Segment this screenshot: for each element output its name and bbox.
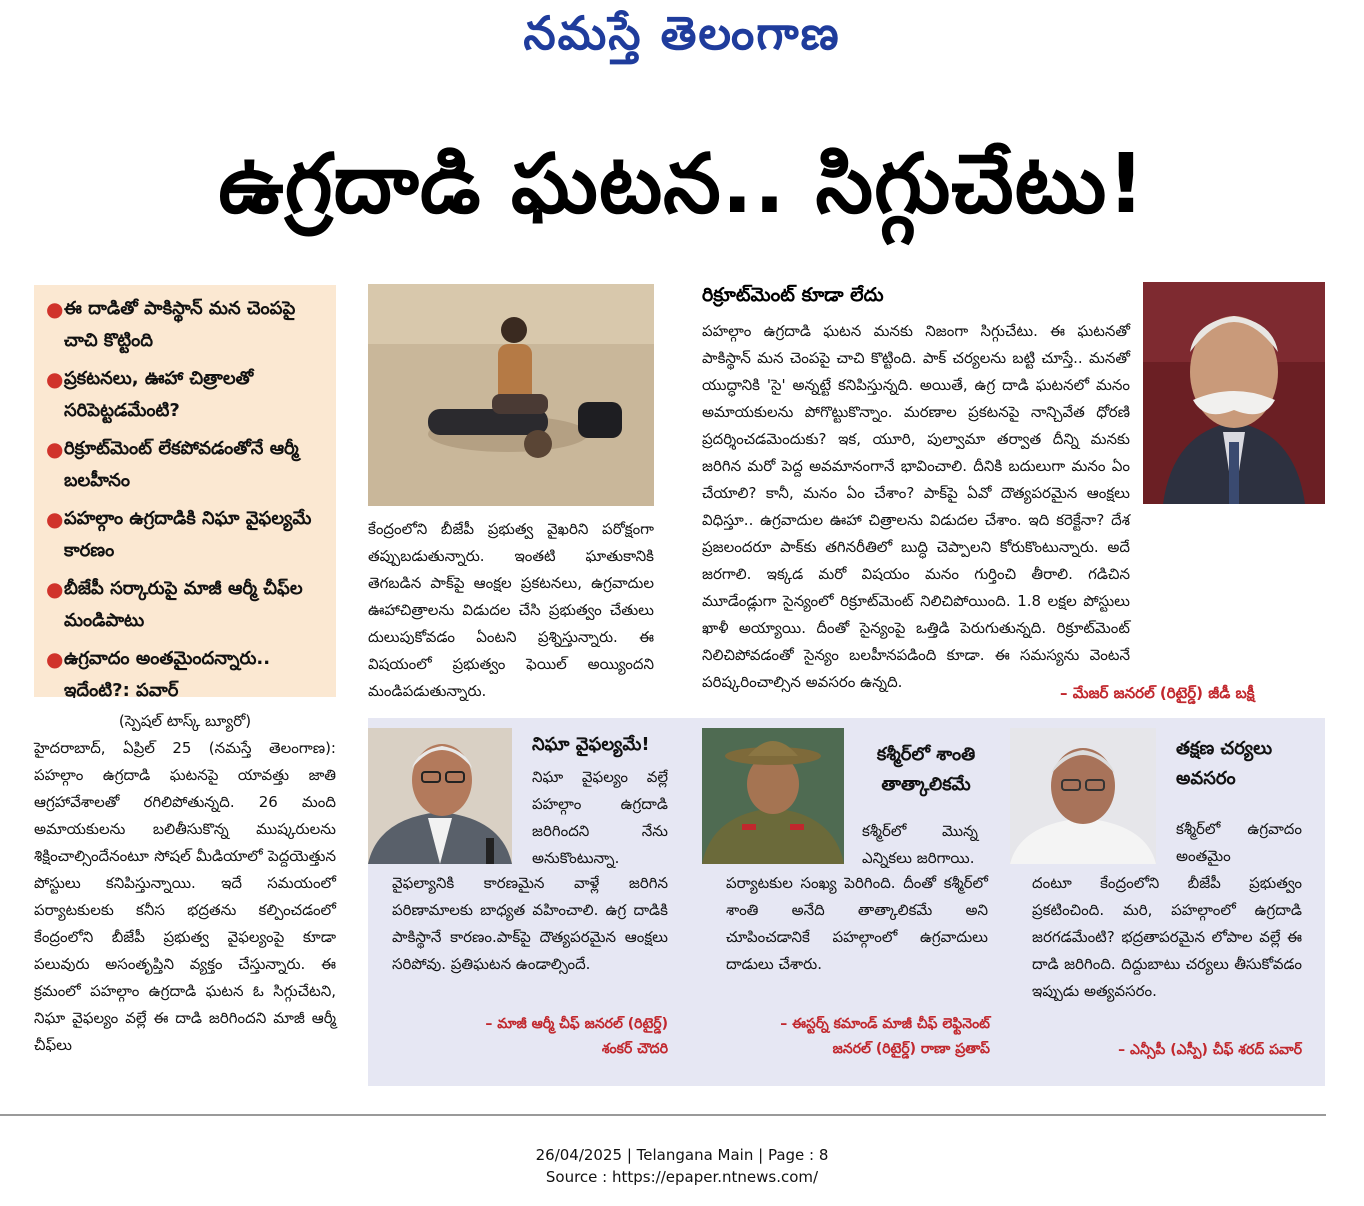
footer bbox=[0, 1144, 1364, 1188]
masthead-logo: నమస్తే తెలంగాణ bbox=[523, 6, 841, 60]
highlight-item: ● బీజేపీ సర్కారుపై మాజీ ఆర్మీ చీఫ్‌ల మండిపాటు bbox=[46, 573, 328, 637]
bullet-icon: ● bbox=[46, 437, 64, 461]
panel-1-credit: – మాజీ ఆర్మీ చీఫ్ జనరల్ (రిటైర్డ్) శంకర్ చౌదరి bbox=[485, 1016, 668, 1057]
panel-3-body-top: కశ్మీర్‌లో ఉగ్రవాదం అంతమైం bbox=[1176, 820, 1302, 865]
sharad-pawar-portrait bbox=[1010, 728, 1156, 864]
panel-3-credit: – ఎన్సీపీ (ఎస్పీ) చీఫ్ శరద్ పవార్ bbox=[1118, 1042, 1302, 1058]
panel-2-title: కశ్మీర్‌లో శాంతి తాత్కాలికమే bbox=[876, 744, 976, 795]
bullet-icon: ● bbox=[46, 367, 64, 391]
footer-source-link[interactable]: Source : https://epaper.ntnews.com/ bbox=[545, 1168, 819, 1186]
scene-photo bbox=[368, 284, 654, 506]
highlight-item: ● ఉగ్రవాదం అంతమైందన్నారు.. ఇదేంటి?: పవార్ bbox=[46, 643, 328, 707]
highlight-item: ● ప్రకటనలు, ఊహా చిత్రాలతో సరిపెట్టడమేంటి? bbox=[46, 363, 328, 427]
panel-1-title: నిఘా వైఫల్యమే! bbox=[532, 734, 650, 755]
bullet-icon: ● bbox=[46, 647, 64, 671]
panel-1-body-top: నిఘా వైఫల్యం వల్లే పహల్గాం ఉగ్రదాడి జరిగిందని నేను అనుకొంటున్నా. bbox=[532, 768, 668, 867]
panel-2-body: పర్యాటకుల సంఖ్య పెరిగింది. దీంతో కశ్మీర్‌లో శాంతి అనేది తాత్కాలికమే అని చూపించడానికే పహల్గాంలో ఉగ్రవాదులు దాడులు చేశారు. bbox=[726, 874, 988, 973]
rana-pratap-portrait bbox=[702, 728, 844, 864]
bakshi-title: రిక్రూట్‌మెంట్ కూడా లేదు bbox=[702, 284, 884, 306]
bullet-icon: ● bbox=[46, 507, 64, 531]
bakshi-body: పహల్గాం ఉగ్రదాడి ఘటన మనకు నిజంగా సిగ్గుచేటు. ఈ ఘటనతో పాకిస్థాన్ మన చెంపపై చాచి కొట్టింది. పాక్ చర్యలను బట్టి చూస్తే.. మనతో యుద్ధానికి 'సై' అన్నట్టే కనిపిస్తున్నది. అయితే, ఉగ్ర దాడి ఘటనలో మనం అమాయకులను పోగొట్టుకొన్నాం. మరణాల ప్రకటనపై నాన్చివేత ధోరణి ప్రదర్శించడమెందుకు? ఇక, యూరి, పుల్వామా తర్వాత దీన్ని మనకు జరిగిన మరో పెద్ద అవమానంగానే భావించాలి. దీనికి బదులుగా మనం ఏం చేయాలి? కానీ, మనం ఏం చేశాం? పాక్‌పై ఏవో దౌత్యపరమైన ఆంక్షలు విధిస్తూ.. ఉగ్రవాదుల ఊహా చిత్రాలను విడుదల చేశాం. ఇది కరెక్టేనా? దేశ ప్రజలందరూ పాక్‌కు తగినరీతిలో బుద్ధి చెప్పాలని కోరుకొంటున్నారు. అదే జరగాలి. ఇక్కడ మరో విషయం మనం గుర్తించి తీరాలి. గడిచిన మూడేండ్లుగా సైన్యంలో రిక్రూట్‌మెంట్ నిలిచిపోయింది. 1.8 లక్షల పోస్టులు ఖాళీ అయ్యాయి. దీంతో సైన్యంపై ఒత్తిడి పెరుగుతున్నది. రిక్రూట్‌మెంట్ నిలిచిపోవడంతో సైన్యం బలహీనపడింది కూడా. ఈ సమస్యను వెంటనే పరిష్కరించాల్సిన అవసరం ఉన్నది. bbox=[702, 322, 1130, 691]
shankar-roychowdhury-portrait bbox=[368, 728, 512, 864]
panel-3-body: దంటూ కేంద్రంలోని బీజేపీ ప్రభుత్వం ప్రకటించింది. మరి, పహల్గాంలో ఉగ్రదాడి జరగడమేంటి? భద్రతాపరమైన లోపాల వల్లే ఈ దాడి జరిగింది. దిద్దుబాటు చర్యలు తీసుకోవడం ఇప్పుడు అత్యవసరం. bbox=[1032, 874, 1302, 1000]
bullet-icon: ● bbox=[46, 297, 64, 321]
middle-column: కేంద్రంలోని బీజేపీ ప్రభుత్వ వైఖరిని పరోక్షంగా తప్పుబడుతున్నారు. ఇంతటి ఘాతుకానికి తెగబడిన పాక్‌పై ఆంక్షల ప్రకటనలు, ఉగ్రవాదుల ఊహాచిత్రాలను విడుదల చేసి ప్రభుత్వం చేతులు దులుపుకోవడం ఏంటని ప్రశ్నిస్తున్నారు. ఈ విషయంలో ప్రభుత్వం ఫెయిల్ అయ్యిందని మండిపడుతున్నారు. bbox=[368, 520, 654, 700]
bakshi-credit: – మేజర్ జనరల్ (రిటైర్డ్) జీడీ బక్షీ bbox=[1060, 684, 1255, 702]
panel-3-title: తక్షణ చర్యలు అవసరం bbox=[1176, 738, 1273, 789]
lead-column bbox=[34, 708, 336, 1108]
lead-credit: (స్పెషల్ టాస్క్ బ్యూరో) bbox=[118, 712, 252, 730]
footer-divider bbox=[0, 1114, 1326, 1116]
panel-1-body: వైఫల్యానికి కారణమైన వాళ్లే జరిగిన పరిణామాలకు బాధ్యత వహించాలి. ఉగ్ర దాడికి పాకిస్థానే కారణం.పాక్‌పై దౌత్యపరమైన ఆంక్షలు సరిపోవు. ప్రతిఘటన ఉండాల్సిందే. bbox=[392, 874, 668, 973]
highlight-item: ● రిక్రూట్‌మెంట్ లేకపోవడంతోనే ఆర్మీ బలహీనం bbox=[46, 433, 328, 497]
bullet-icon: ● bbox=[46, 577, 64, 601]
lead-body: హైదరాబాద్, ఏప్రిల్ 25 (నమస్తే తెలంగాణ): పహల్గాం ఉగ్రదాడి ఘటనపై యావత్తు జాతి ఆగ్రహావేశాలతో రగిలిపోతున్నది. 26 మంది అమాయకులను బలితీసుకొన్న ముష్కరులను శిక్షించాల్సిందేనంటూ సోషల్ మీడియాలో పెద్దయెత్తున పోస్టులు కనిపిస్తున్నాయి. ఇదే సమయంలో పర్యాటకులకు కనీస భద్రతను కల్పించడంలో కేంద్రంలోని బీజేపీ ప్రభుత్వ వైఫల్యంపై కూడా పలువురు అసంతృప్తిని వ్యక్తం చేస్తున్నారు. ఈ క్రమంలో పహల్గాం ఉగ్రదాడి ఘటన ఓ సిగ్గుచేటని, నిఘా వైఫల్యం వల్లే ఈ దాడి జరిగిందని మాజీ ఆర్మీ చీఫ్‌లు bbox=[34, 739, 336, 1054]
main-headline: ఉగ్రదాడి ఘటన.. సిగ్గుచేటు! bbox=[218, 137, 1146, 232]
highlight-item: ● పహల్గాం ఉగ్రదాడికి నిఘా వైఫల్యమే కారణం bbox=[46, 503, 328, 567]
panel-2-credit: – ఈస్టర్న్ కమాండ్ మాజీ చీఫ్ లెఫ్టినెంట్ జనరల్ (రిటైర్డ్) రాణా ప్రతాప్ bbox=[780, 1016, 990, 1057]
panel-2-body-top: కశ్మీర్‌లో మొన్న ఎన్నికలు జరిగాయి. bbox=[862, 822, 978, 867]
bakshi-portrait bbox=[1143, 282, 1325, 504]
footer-date-page: 26/04/2025 | Telangana Main | Page : 8 bbox=[535, 1146, 829, 1164]
expert-quotes-box bbox=[368, 718, 1325, 1086]
highlight-item: ● ఈ దాడితో పాకిస్థాన్ మన చెంపపై చాచి కొట్టింది bbox=[46, 293, 328, 357]
highlights-box bbox=[34, 285, 336, 701]
